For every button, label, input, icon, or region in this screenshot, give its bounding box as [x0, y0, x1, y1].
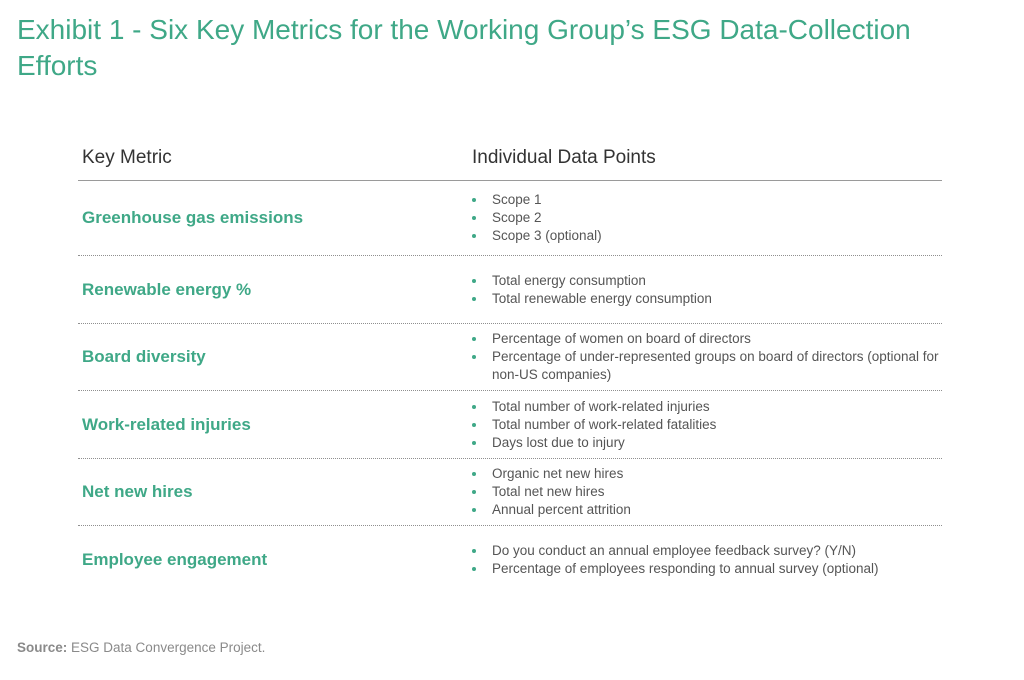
metric-label: Renewable energy % — [82, 279, 252, 299]
metric-label: Board diversity — [82, 347, 206, 366]
table-row — [78, 459, 942, 526]
metric-label: Work-related injuries — [82, 414, 251, 434]
source-note — [17, 640, 265, 655]
table-row — [78, 256, 942, 324]
data-points-list — [468, 465, 942, 519]
header-individual-data-points: Individual Data Points — [472, 147, 656, 168]
data-point: Scope 3 (optional) — [468, 227, 942, 245]
table-row — [78, 181, 942, 256]
metrics-table — [78, 140, 942, 594]
exhibit-title: Exhibit 1 - Six Key Metrics for the Working Group’s ESG Data-Collection Efforts — [17, 14, 911, 81]
table-row — [78, 526, 942, 594]
source-text: ESG Data Convergence Project. — [71, 640, 266, 655]
data-points-list — [468, 191, 942, 245]
data-point: Scope 2 — [468, 209, 942, 227]
source-label: Source: — [17, 640, 68, 655]
table-row — [78, 391, 942, 459]
table-header — [78, 140, 942, 181]
data-points-list — [468, 542, 942, 578]
data-points-list — [468, 398, 942, 452]
data-point: Scope 1 — [468, 191, 942, 209]
metric-label: Employee engagement — [82, 550, 268, 569]
data-point: Total net new hires — [468, 483, 942, 501]
data-point: Annual percent attrition — [468, 501, 942, 519]
data-point: Days lost due to injury — [468, 434, 942, 452]
data-point: Percentage of employees responding to annual survey (optional) — [468, 560, 942, 578]
metric-label: Greenhouse gas emissions — [82, 208, 304, 227]
table-row — [78, 324, 942, 391]
data-point: Total energy consumption — [468, 272, 942, 290]
data-point: Organic net new hires — [468, 465, 942, 483]
data-point: Percentage of under-represented groups on board of directors (optional for non-US companies) — [468, 348, 942, 384]
header-key-metric: Key Metric — [82, 147, 172, 168]
data-point: Total renewable energy consumption — [468, 290, 942, 308]
metric-label: Net new hires — [82, 482, 193, 501]
data-point: Do you conduct an annual employee feedback survey? (Y/N) — [468, 542, 942, 560]
data-point: Percentage of women on board of directors — [468, 330, 942, 348]
data-point: Total number of work-related fatalities — [468, 416, 942, 434]
data-point: Total number of work-related injuries — [468, 398, 942, 416]
data-points-list — [468, 330, 942, 384]
data-points-list — [468, 272, 942, 308]
